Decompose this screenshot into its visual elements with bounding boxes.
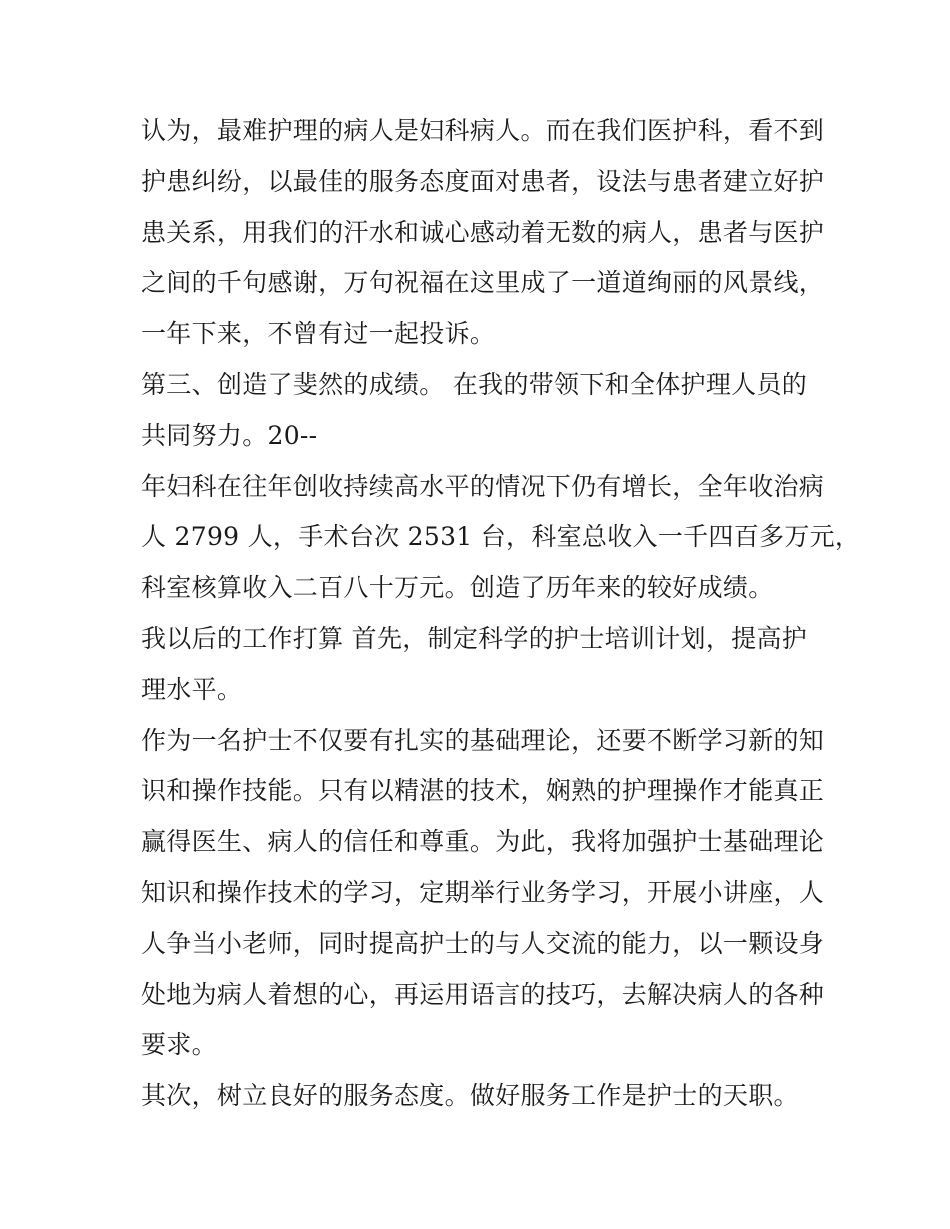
body-text bbox=[141, 106, 861, 1122]
text-line: 人 2799 人，手术台次 2531 台，科室总收入一千四百多万元， bbox=[141, 522, 861, 552]
text-line: 之间的千句感谢，万句祝福在这里成了一道道绚丽的风景线， bbox=[141, 268, 825, 298]
text-line: 我以后的工作打算 首先，制定科学的护士培训计划，提高护 bbox=[141, 623, 808, 653]
text-line: 识和操作技能。只有以精湛的技术，娴熟的护理操作才能真正 bbox=[141, 776, 825, 806]
text-line: 理水平。 bbox=[141, 674, 243, 704]
text-line: 一年下来，不曾有过一起投诉。 bbox=[141, 319, 496, 349]
text-line: 科室核算收入二百八十万元。创造了历年来的较好成绩。 bbox=[141, 573, 774, 603]
text-line: 护患纠纷，以最佳的服务态度面对患者，设法与患者建立好护 bbox=[141, 166, 825, 196]
text-line: 处地为病人着想的心，再运用语言的技巧，去解决病人的各种 bbox=[141, 979, 825, 1009]
text-line: 作为一名护士不仅要有扎实的基础理论，还要不断学习新的知 bbox=[141, 725, 825, 755]
text-line: 患关系，用我们的汗水和诚心感动着无数的病人，患者与医护 bbox=[141, 217, 825, 247]
text-line: 第三、创造了斐然的成绩。 在我的带领下和全体护理人员的 bbox=[141, 369, 808, 399]
text-line: 年妇科在往年创收持续高水平的情况下仍有增长，全年收治病 bbox=[141, 471, 825, 501]
text-line: 共同努力。20-- bbox=[141, 420, 318, 450]
text-line: 认为，最难护理的病人是妇科病人。而在我们医护科，看不到 bbox=[141, 116, 825, 145]
text-line: 赢得医生、病人的信任和尊重。为此，我将加强护士基础理论 bbox=[141, 827, 825, 857]
text-line: 知识和操作技术的学习，定期举行业务学习，开展小讲座，人 bbox=[141, 877, 825, 907]
text-line: 人争当小老师，同时提高护士的与人交流的能力，以一颗设身 bbox=[141, 928, 825, 958]
text-line: 其次，树立良好的服务态度。做好服务工作是护士的天职。 bbox=[141, 1081, 799, 1111]
text-line: 要求。 bbox=[141, 1030, 217, 1060]
